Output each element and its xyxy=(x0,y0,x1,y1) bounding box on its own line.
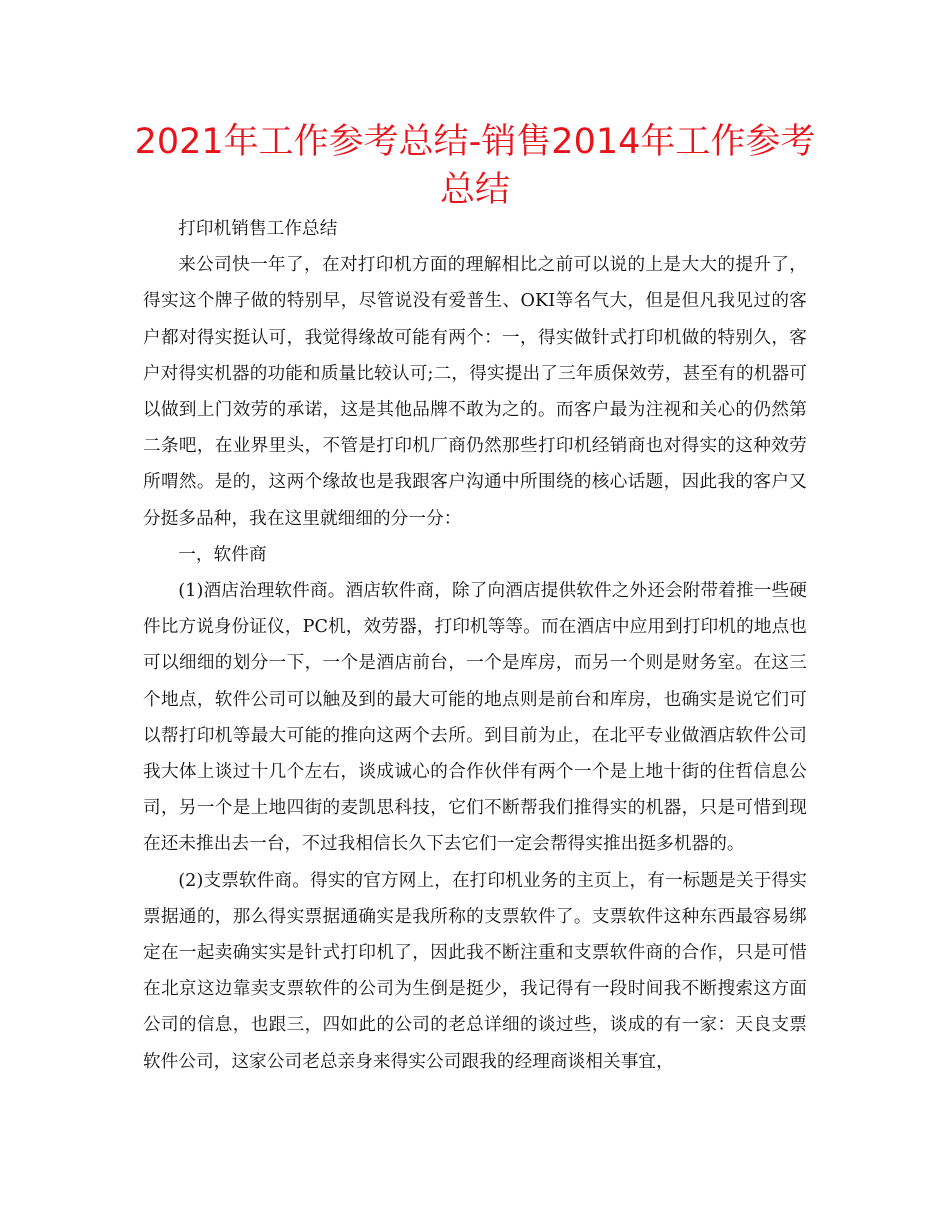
paragraph: 来公司快一年了，在对打印机方面的理解相比之前可以说的上是大大的提升了，得实这个牌子做的特别早，尽管说没有爱普生、OKI等名气大，但是但凡我见过的客户都对得实挺认可，我觉得缘故可能有两个：一，得实做针式打印机做的特别久，客户对得实机器的功能和质量比较认可;二，得实提出了三年质保效劳，甚至有的机器可以做到上门效劳的承诺，这是其他品牌不敢为之的。而客户最为注视和关心的仍然第二条吧，在业界里头，不管是打印机厂商仍然那些打印机经销商也对得实的这种效劳所喟然。是的，这两个缘故也是我跟客户沟通中所围绕的核心话题，因此我的客户又分挺多品种，我在这里就细细的分一分： xyxy=(143,255,807,529)
document-body xyxy=(143,211,807,1080)
paragraph: (2)支票软件商。得实的官方网上，在打印机业务的主页上，有一标题是关于得实票据通的，那么得实票据通确实是我所称的支票软件了。支票软件这种东西最容易绑定在一起卖确实实是针式打印机了，因此我不断注重和支票软件商的合作，只是可惜在北京这边靠卖支票软件的公司为生倒是挺少，我记得有一段时间我不断搜索这方面公司的信息，也跟三，四如此的公司的老总详细的谈过些，谈成的有一家：天良支票软件公司，这家公司老总亲身来得实公司跟我的经理商谈相关事宜， xyxy=(143,870,807,1072)
subsection-heading: 一，软件商 xyxy=(178,544,267,565)
document-title: 2021年工作参考总结-销售2014年工作参考总结 xyxy=(134,122,816,210)
section-heading: 打印机销售工作总结 xyxy=(178,219,338,239)
paragraph: (1)酒店治理软件商。酒店软件商，除了向酒店提供软件之外还会附带着推一些硬件比方说身份证仪，PC机，效劳器，打印机等等。而在酒店中应用到打印机的地点也可以细细的划分一下，一个是酒店前台，一个是库房，而另一个则是财务室。在这三个地点，软件公司可以触及到的最大可能的地点则是前台和库房，也确实是说它们可以帮打印机等最大可能的推向这两个去所。到目前为止，在北平专业做酒店软件公司我大体上谈过十几个左右，谈成诚心的合作伙伴有两个一个是上地十街的住哲信息公司，另一个是上地四街的麦凯思科技，它们不断帮我们推得实的机器，只是可惜到现在还未推出去一台，不过我相信长久下去它们一定会帮得实推出挺多机器的。 xyxy=(143,581,807,855)
